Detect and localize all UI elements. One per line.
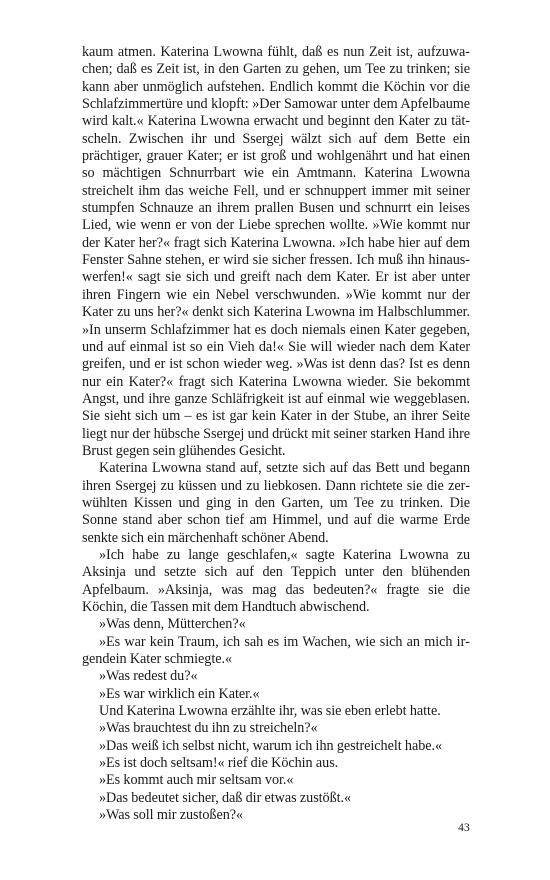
dialogue-line: »Das bedeutet sicher, daß dir etwas zustößt.« [99,789,352,806]
narration-line: Und Katerina Lwowna erzählte ihr, was sie eben erlebt hatte. [99,703,441,720]
body-text [82,44,470,824]
dialogue-line: »Was soll mir zustoßen?« [99,807,244,824]
paragraph-2: Katerina Lwowna stand auf, setzte sich auf das Bett und begann ihren Ssergej zu küssen und zu liebkosen. Dann richtete sie die zerwühlten Kissen und ging in den Garten, um Tee zu trinken. Die Sonne stand aber schon tief am Himmel, und auf die warme Erde senkte sich ein märchenhaft schöner Abend. [82,460,470,546]
paragraph-1: kaum atmen. Katerina Lwowna fühlt, daß es nun Zeit ist, aufzuwachen; daß es Zeit ist, in den Garten zu gehen, um Tee zu trinken; sie kann aber unmöglich aufstehen. Endlich kommt die Köchin vor die Schlafzimmertüre und klopft: »Der Samowar unter dem Apfelbaume wird kalt.« Katerina Lwowna erwacht und beginnt den Kater zu tätscheln. Zwischen ihr und Ssergej wälzt sich auf dem Bette ein prächtiger, grauer Kater; er ist groß und wohlgenährt und hat einen so mächtigen Schnurrbart wie ein Amtmann. Katerina Lwowna streichelt ihm das weiche Fell, und er schnuppert immer mit seiner stumpfen Schnauze an ihrem prallen Busen und schnurrt ein leises Lied, wie wenn er von der Liebe sprechen wollte. »Wie kommt nur der Kater her?« fragt sich Katerina Lwowna. »Ich habe hier auf dem Fenster Sahne stehen, er wird sie sicher fressen. Ich muß ihn hinauswerfen!« sagt sie sich und greift nach dem Kater. Er ist aber unter ihren Fingern wie ein Nebel verschwunden. »Wie kommt nur der Kater zu uns her?« denkt sich Katerina Lwowna im Halbschlummer. »In unserm Schlafzimmer hat es doch niemals einen Kater gegeben, und auf einmal ist so ein Vieh da!« Sie will wieder nach dem Kater greifen, und er ist schon wieder weg. »Was ist denn das? Ist es denn nur ein Kater?« fragt sich Katerina Lwowna wieder. Sie bekommt Angst, und ihre ganze Schläfrigkeit ist auf einmal wie weggeblasen. Sie sieht sich um – es ist gar kein Kater in der Stube, an ihrer Seite liegt nur der hübsche Ssergej und drückt mit seiner starken Hand ihre Brust gegen sein glühendes Gesicht. [82,44,470,459]
dialogue-line: »Das weiß ich selbst nicht, warum ich ihn gestreichelt habe.« [99,737,443,754]
page-number: 43 [458,822,470,834]
dialogue-line: »Was brauchtest du ihn zu streicheln?« [99,720,318,737]
dialogue-line: »Was redest du?« [99,668,198,685]
book-page [82,44,470,864]
dialogue-line: »Was denn, Mütterchen?« [99,616,246,633]
dialogue-line: »Es war kein Traum, ich sah es im Wachen, wie sich an mich irgendein Kater schmiegte.« [82,633,470,668]
dialogue-line: »Es kommt auch mir seltsam vor.« [99,772,294,789]
paragraph-3: »Ich habe zu lange geschlafen,« sagte Katerina Lwowna zu Aksinja und setzte sich auf den Teppich unter den blühenden Apfelbaum. »Aksinja, was mag das bedeuten?« fragte sie die Köchin, die Tassen mit dem Handtuch abwischend. [82,546,470,615]
dialogue-line: »Es war wirklich ein Kater.« [99,685,260,702]
dialogue-line: »Es ist doch seltsam!« rief die Köchin aus. [99,755,339,772]
